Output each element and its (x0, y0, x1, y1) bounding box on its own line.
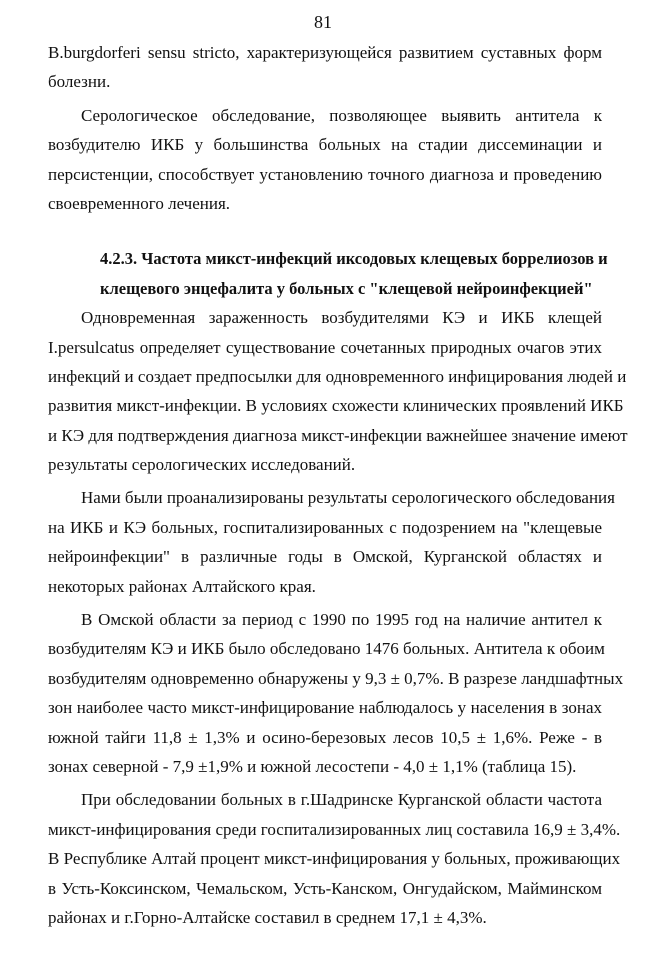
paragraph-line: своевременного лечения. (48, 193, 231, 213)
paragraph-line: болезни. (48, 72, 111, 92)
page-number: 81 (314, 12, 332, 32)
paragraph-line: возбудителям одновременно обнаружены у 9,3 ± 0,7%. В разрезе ландшафтных (48, 668, 624, 688)
paragraph-line: микст-инфицирования среди госпитализированных лиц составила 16,9 ± 3,4%. (48, 819, 621, 839)
paragraph-3 (48, 303, 628, 479)
paragraph-1 (48, 38, 602, 97)
paragraph-line: южной тайги 11,8 ± 1,3% и осино-березовых лесов 10,5 ± 1,6%. Реже - в (48, 727, 602, 747)
paragraph-line: результаты серологических исследований. (48, 455, 356, 475)
section-heading-line: 4.2.3. Частота микст-инфекций иксодовых клещевых боррелиозов и (100, 249, 608, 269)
paragraph-line: некоторых районах Алтайского края. (48, 576, 316, 596)
section-heading (48, 244, 608, 303)
paragraph-line: на ИКБ и КЭ больных, госпитализированных с подозрением на "клещевые (48, 517, 602, 537)
paragraph-line: и КЭ для подтверждения диагноза микст-инфекции важнейшее значение имеют (48, 425, 628, 445)
paragraph-line: инфекций и создает предпосылки для одновременного инфицирования людей и (48, 366, 627, 386)
paragraph-line: При обследовании больных в г.Шадринске Курганской области частота (81, 790, 602, 810)
paragraph-line: в Усть-Коксинском, Чемальском, Усть-Канском, Онгудайском, Майминском (48, 878, 602, 898)
paragraph-line: персистенции, способствует установлению точного диагноза и проведению (48, 164, 602, 184)
paragraph-line: возбудителям КЭ и ИКБ было обследовано 1476 больных. Антитела к обоим (48, 639, 605, 659)
paragraph-4 (48, 483, 615, 601)
paragraph-line: зон наиболее часто микст-инфицирование наблюдалось у населения в зонах (48, 698, 602, 718)
paragraph-line: нейроинфекции" в различные годы в Омской, Курганской областях и (48, 547, 602, 567)
paragraph-line: В Омской области за период с 1990 по 1995 год на наличие антител к (81, 610, 602, 630)
paragraph-line: Серологическое обследование, позволяющее выявить антитела к (81, 105, 602, 125)
paragraph-line: развития микст-инфекции. В условиях схожести клинических проявлений ИКБ (48, 396, 624, 416)
paragraph-5 (48, 605, 624, 781)
paragraph-line: I.persulcatus определяет существование сочетанных природных очагов этих (48, 337, 602, 357)
paragraph-line: Одновременная зараженность возбудителями КЭ и ИКБ клещей (81, 308, 602, 328)
paragraph-line: районах и г.Горно-Алтайске составил в среднем 17,1 ± 4,3%. (48, 907, 487, 927)
paragraph-line: B.burgdorferi sensu stricto, характеризующейся развитием суставных форм (48, 43, 602, 62)
paragraph-line: возбудителю ИКБ у большинства больных на стадии диссеминации и (48, 135, 602, 155)
paragraph-line: Нами были проанализированы результаты серологического обследования (81, 488, 615, 508)
paragraph-line: В Республике Алтай процент микст-инфицирования у больных, проживающих (48, 849, 621, 869)
paragraph-line: зонах северной - 7,9 ±1,9% и южной лесостепи - 4,0 ± 1,1% (таблица 15). (48, 756, 577, 776)
paragraph-2 (48, 101, 602, 219)
page-content (48, 38, 628, 932)
section-heading-line: клещевого энцефалита у больных с "клещевой нейроинфекцией" (100, 278, 593, 298)
paragraph-6 (48, 785, 621, 932)
